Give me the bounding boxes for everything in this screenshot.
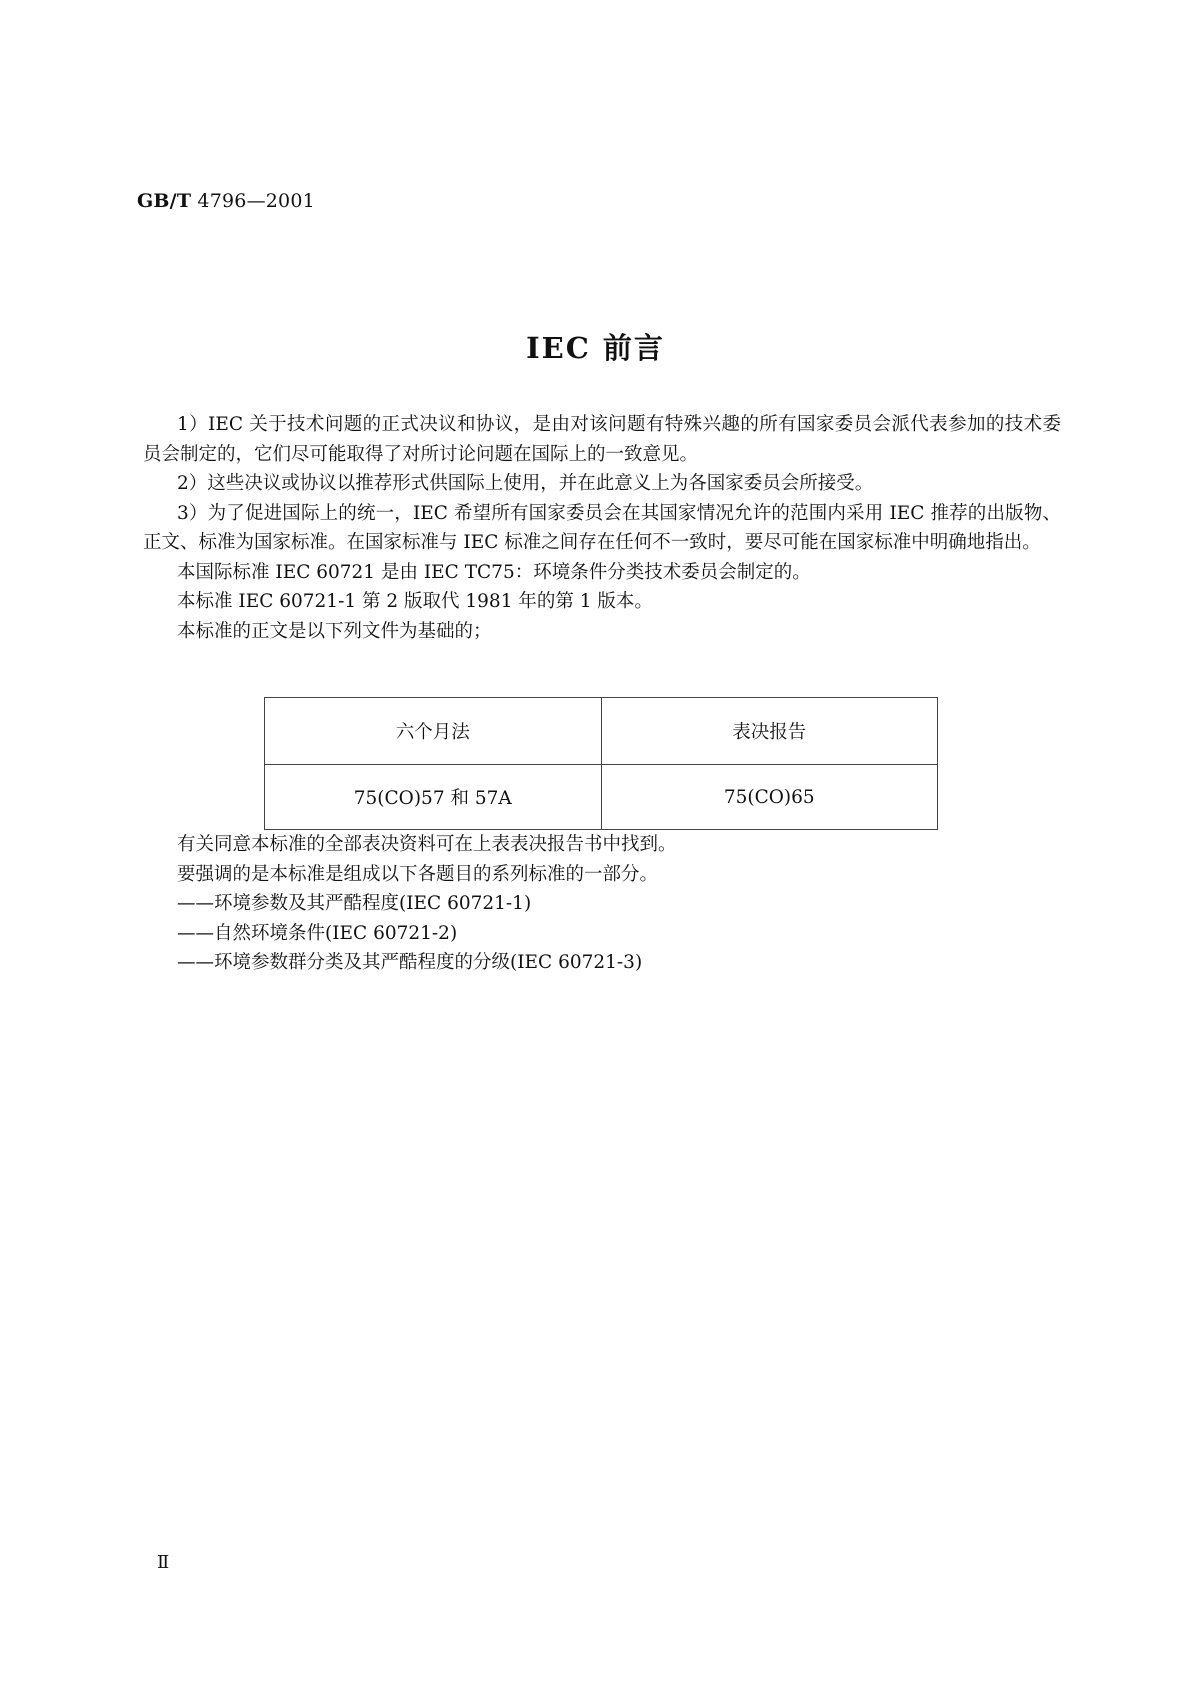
paragraph: 本标准的正文是以下列文件为基础的； [177, 620, 492, 642]
document-code [137, 190, 315, 212]
list-item: ——自然环境条件(IEC 60721-2) [177, 922, 458, 944]
standard-number: 4796—2001 [191, 190, 315, 212]
paragraph: 1）IEC 关于技术问题的正式决议和协议，是由对该问题有特殊兴趣的所有国家委员会派代表参加的技术委员会制定的，它们尽可能取得了对所讨论问题在国际上的一致意见。 [143, 414, 1061, 465]
foreword-body [143, 410, 1061, 646]
paragraph: 本国际标准 IEC 60721 是由 IEC TC75：环境条件分类技术委员会制定的。 [177, 561, 811, 583]
list-item: ——环境参数及其严酷程度(IEC 60721-1) [177, 893, 532, 914]
table-header-cell: 表决报告 [601, 698, 938, 765]
page-number: Ⅱ [157, 1552, 170, 1573]
table-header-cell: 六个月法 [265, 698, 602, 765]
paragraph: 3）为了促进国际上的统一，IEC 希望所有国家委员会在其国家情况允许的范围内采用 IEC 推荐的出版物、正文、标准为国家标准。在国家标准与 IEC 标准之间存在任何不一致时，要尽可能在国家标准中明确地指出。 [143, 502, 1061, 553]
paragraph: 有关同意本标准的全部表决资料可在上表表决报告书中找到。 [177, 834, 677, 855]
basis-documents-table [264, 697, 938, 830]
paragraph: 本标准 IEC 60721-1 第 2 版取代 1981 年的第 1 版本。 [177, 591, 653, 612]
table-cell: 75(CO)65 [601, 765, 938, 830]
paragraph: 要强调的是本标准是组成以下各题目的系列标准的一部分。 [177, 863, 659, 885]
paragraph: 2）这些决议或协议以推荐形式供国际上使用，并在此意义上为各国家委员会所接受。 [177, 473, 874, 494]
page-title: IEC 前言 [526, 331, 665, 365]
table-cell: 75(CO)57 和 57A [265, 765, 602, 830]
standard-prefix: GB/T [137, 190, 192, 212]
list-item: ——环境参数群分类及其严酷程度的分级(IEC 60721-3) [177, 952, 643, 973]
series-list [143, 830, 1061, 978]
table-header-row [265, 698, 938, 765]
table-row [265, 765, 938, 830]
